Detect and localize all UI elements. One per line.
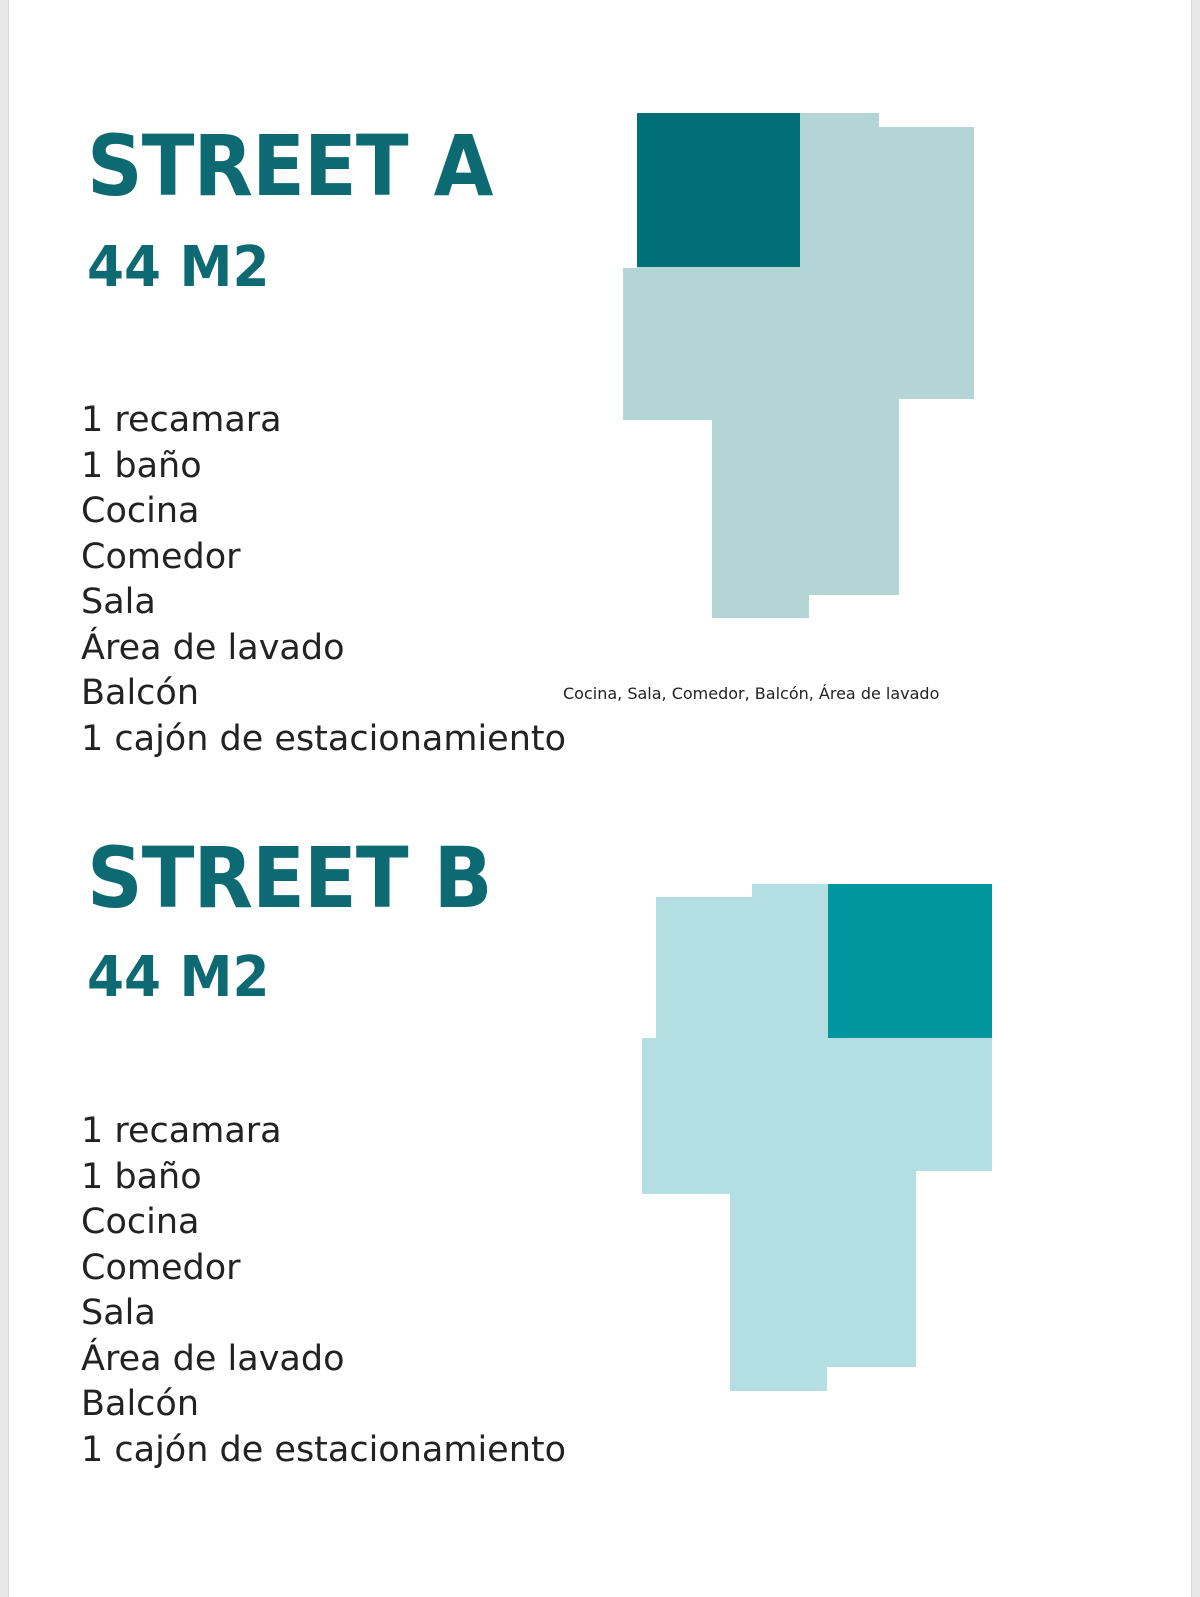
unit-a-size: 44 M2	[87, 235, 270, 300]
feature-item: 1 baño	[81, 1156, 202, 1197]
feature-item: Balcón	[81, 1384, 200, 1424]
feature-item: Cocina	[81, 491, 200, 531]
feature-item: Comedor	[81, 1247, 241, 1288]
unit-b-title: STREET B	[87, 829, 492, 927]
feature-item: 1 recamara	[81, 400, 282, 440]
feature-item: Cocina	[81, 1202, 200, 1242]
unit-a-feature-list	[81, 398, 566, 762]
unit-b-size: 44 M2	[87, 945, 270, 1010]
unit-a-plan-caption: Cocina, Sala, Comedor, Balcón, Área de lavado	[563, 684, 940, 703]
unit-b-feature-list	[81, 1109, 566, 1473]
feature-item: 1 recamara	[81, 1111, 282, 1151]
feature-item: 1 baño	[81, 445, 202, 486]
unit-a-title: STREET A	[87, 117, 493, 215]
brochure-page	[8, 0, 1192, 1597]
feature-item: Sala	[81, 1293, 156, 1333]
feature-item: Comedor	[81, 536, 241, 577]
unit-a-highlighted-room	[637, 113, 800, 267]
feature-item: Balcón	[81, 673, 200, 713]
feature-item: 1 cajón de estacionamiento	[81, 1429, 567, 1470]
feature-item: Área de lavado	[81, 627, 345, 668]
feature-item: Área de lavado	[81, 1338, 345, 1379]
unit-b-highlighted-room	[828, 884, 992, 1038]
feature-item: 1 cajón de estacionamiento	[81, 718, 567, 759]
feature-item: Sala	[81, 582, 156, 622]
